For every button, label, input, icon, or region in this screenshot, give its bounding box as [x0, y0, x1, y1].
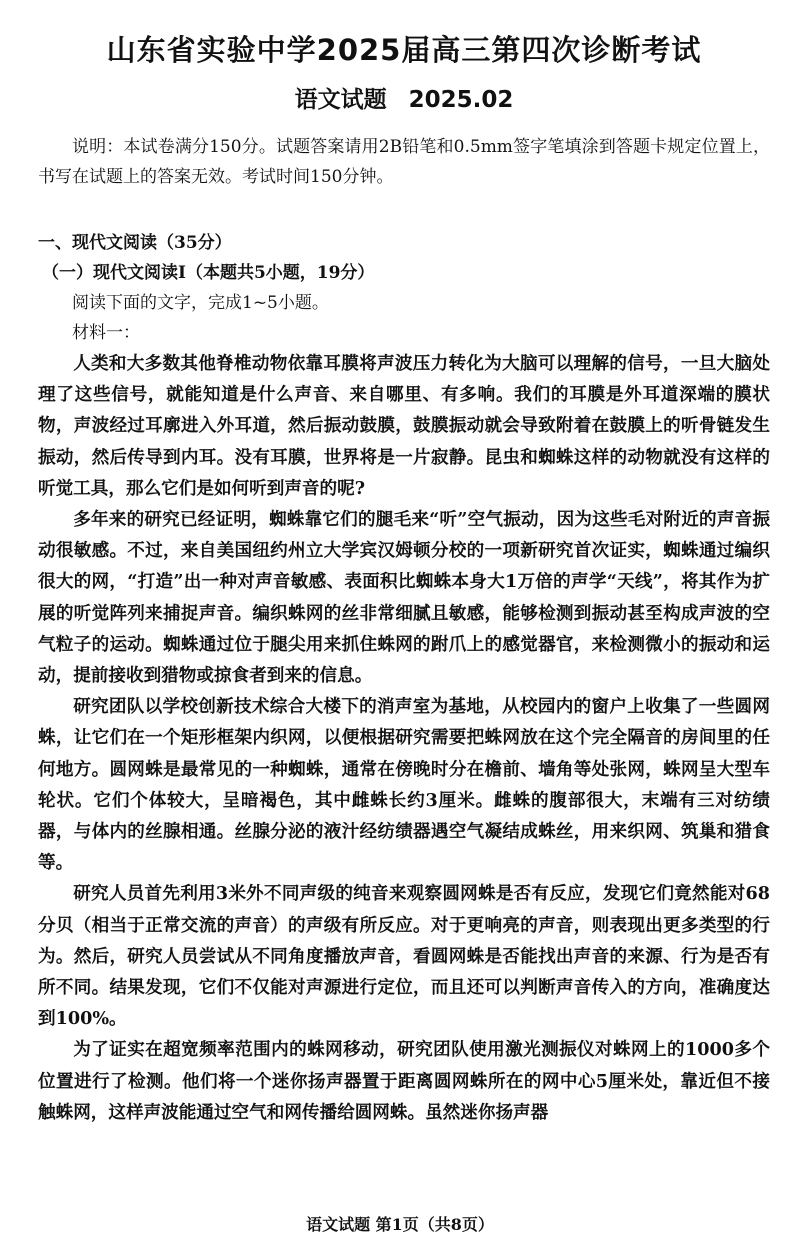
exam-instructions: 说明：本试卷满分150分。试题答案请用2B铅笔和0.5mm签字笔填涂到答题卡规定位置上，书写在试题上的答案无效。考试时间150分钟。 [38, 137, 770, 187]
section-heading: 一、现代文阅读（35分） [38, 233, 232, 253]
subject-line [38, 82, 770, 118]
body-paragraph: 研究人员首先利用3米外不同声级的纯音来观察圆网蛛是否有反应，发现它们竟然能对68分贝（相当于正常交流的声音）的声级有所反应。对于更响亮的声音，则表现出更多类型的行为。然后，研究人员尝试从不同角度播放声音，看圆网蛛是否能找出声音的来源、行为是否有所不同。结果发现，它们不仅能对声源进行定位，而且还可以判断声音传入的方向，准确度达到100%。 [38, 883, 770, 1030]
subsection-heading: （一）现代文阅读Ⅰ（本题共5小题，19分） [42, 263, 375, 283]
body-paragraph: 为了证实在超宽频率范围内的蛛网移动，研究团队使用激光测振仪对蛛网上的1000多个位置进行了检测。他们将一个迷你扬声器置于距离圆网蛛所在的网中心5厘米处，靠近但不接触蛛网，这样声波能通过空气和网传播给圆网蛛。虽然迷你扬声器 [38, 1039, 770, 1123]
exam-date: 2025.02 [408, 87, 514, 113]
body-paragraph: 人类和大多数其他脊椎动物依靠耳膜将声波压力转化为大脑可以理解的信号，一旦大脑处理了这些信号，就能知道是什么声音、来自哪里、有多响。我们的耳膜是外耳道深端的膜状物，声波经过耳廓进入外耳道，然后振动鼓膜，鼓膜振动就会导致附着在鼓膜上的听骨链发生振动，然后传导到内耳。没有耳膜，世界将是一片寂静。昆虫和蜘蛛这样的动物就没有这样的听觉工具，那么它们是如何听到声音的呢? [38, 353, 770, 499]
reading-instruction: 阅读下面的文字，完成1~5小题。 [72, 293, 329, 313]
exam-title: 山东省实验中学2025届高三第四次诊断考试 [106, 33, 702, 67]
body-paragraph: 多年来的研究已经证明，蜘蛛靠它们的腿毛来“听”空气振动，因为这些毛对附近的声音振动很敏感。不过，来自美国纽约州立大学宾汉姆顿分校的一项新研究首次证实，蜘蛛通过编织很大的网，“打造”出一种对声音敏感、表面积比蜘蛛本身大1万倍的声学“天线”，将其作为扩展的听觉阵列来捕捉声音。编织蛛网的丝非常细腻且敏感，能够检测到振动甚至构成声波的空气粒子的运动。蜘蛛通过位于腿尖用来抓住蛛网的跗爪上的感觉器官，来检测微小的振动和运动，提前接收到猎物或掠食者到来的信息。 [38, 509, 770, 687]
material-label: 材料一： [72, 323, 140, 343]
body-paragraph: 研究团队以学校创新技术综合大楼下的消声室为基地，从校园内的窗户上收集了一些圆网蛛，让它们在一个矩形框架内织网，以便根据研究需要把蛛网放在这个完全隔音的房间里的任何地方。圆网蛛是最常见的一种蜘蛛，通常在傍晚时分在檐前、墙角等处张网，蛛网呈大型车轮状。它们个体较大，呈暗褐色，其中雌蛛长约3厘米。雌蛛的腹部很大，末端有三对纺绩器，与体内的丝腺相通。丝腺分泌的液汁经纺绩器遇空气凝结成蛛丝，用来织网、筑巢和猎食等。 [38, 696, 770, 874]
page-footer: 语文试题 第1页（共8页） [306, 1215, 494, 1234]
subject-name: 语文试题 [294, 87, 387, 113]
